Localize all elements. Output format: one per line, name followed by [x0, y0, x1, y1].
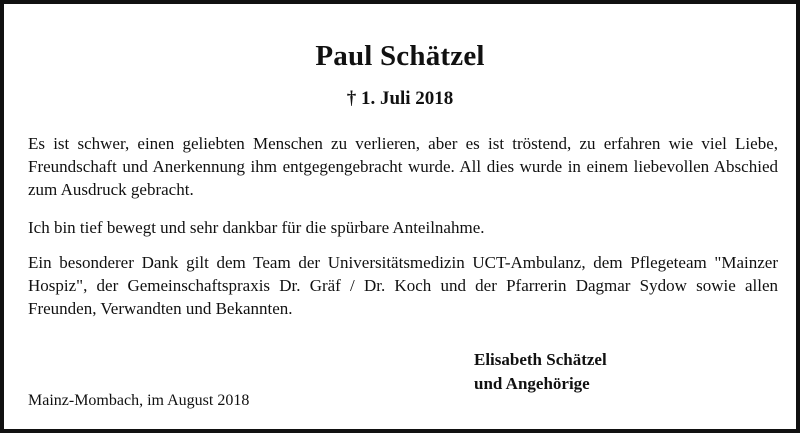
- thanks-paragraph-3: Ein besonderer Dank gilt dem Team der Universitätsmedizin UCT-Ambulanz, dem Pflegeteam "Mainzer Hospiz", der Gemeinschaftspraxis Dr. Gräf / Dr. Koch und der Pfarrerin Dagmar Sydow sowie allen Freunden, Verwandten und Bekannten.: [28, 253, 778, 318]
- thanks-paragraph-2: Ich bin tief bewegt und sehr dankbar für die spürbare Anteilnahme.: [28, 218, 485, 237]
- thanks-paragraph-1: Es ist schwer, einen geliebten Menschen zu verlieren, aber es ist tröstend, zu erfahren wie viel Liebe, Freundschaft und Anerkennung ihm entgegengebracht wurde. All dies wurde in einem liebevollen Abschied zum Ausdruck gebracht.: [28, 134, 778, 199]
- signature-relatives: und Angehörige: [474, 374, 590, 393]
- place-and-date: Mainz-Mombach, im August 2018: [28, 392, 250, 409]
- deceased-name: Paul Schätzel: [315, 40, 485, 72]
- signature-block: [474, 348, 607, 396]
- death-date: † 1. Juli 2018: [346, 88, 454, 109]
- signature-name: Elisabeth Schätzel: [474, 350, 607, 369]
